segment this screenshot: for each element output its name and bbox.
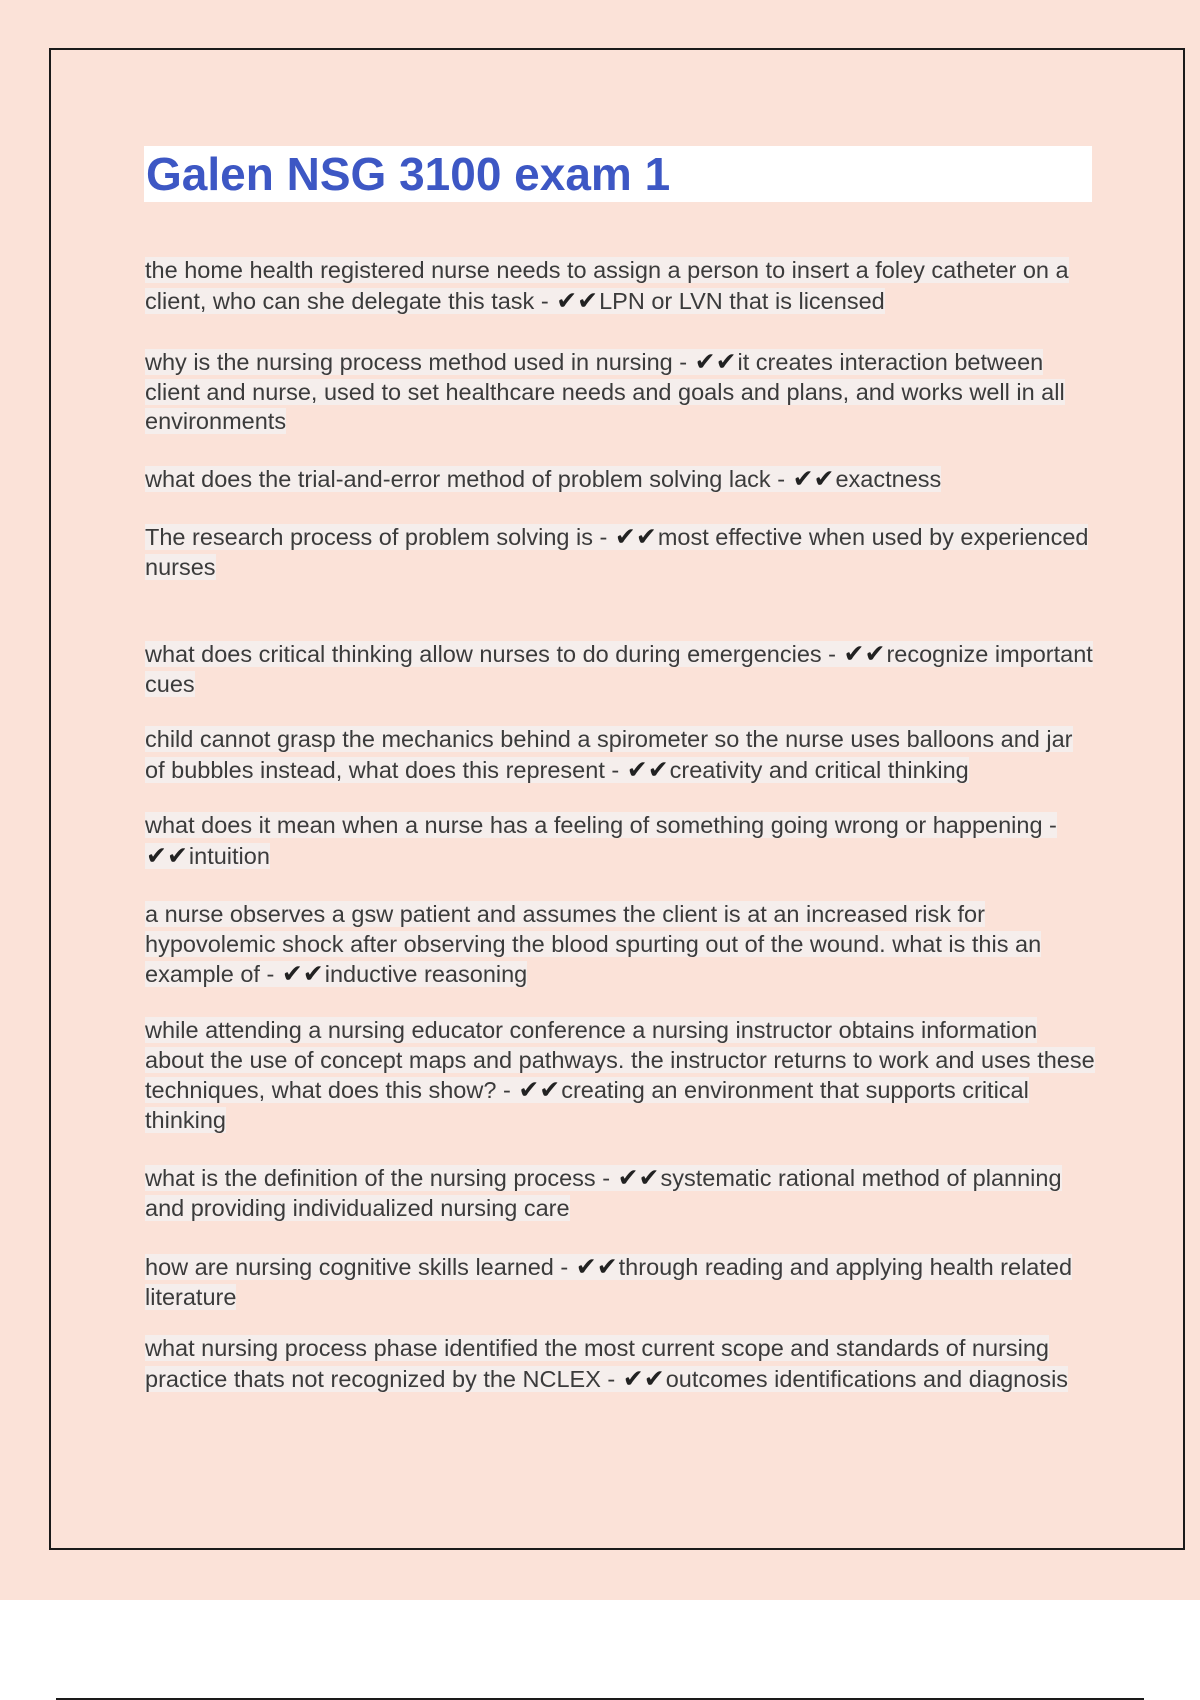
answer-text: recognize important cues: [145, 641, 1093, 697]
answer-text: creativity and critical thinking: [669, 756, 969, 783]
separator: -: [534, 287, 556, 314]
qa-item: [145, 639, 1095, 699]
checkmark-icon: ✔✔: [575, 1252, 618, 1281]
qa-item: [145, 1016, 1095, 1135]
checkmark-icon: ✔✔: [843, 639, 886, 668]
qa-item: [145, 811, 1095, 871]
separator: -: [821, 641, 843, 667]
title-block: [144, 146, 1092, 202]
answer-text: systematic rational method of planning and providing individualized nursing care: [145, 1165, 1062, 1221]
question-text: what does the trial-and-error method of problem solving lack: [145, 466, 771, 492]
checkmark-icon: ✔✔: [617, 1163, 660, 1192]
qa-item: [145, 347, 1095, 437]
qa-item: [145, 725, 1095, 785]
separator: -: [496, 1077, 518, 1103]
question-text: what does it mean when a nurse has a feeling of something going wrong or happening: [145, 812, 1043, 838]
checkmark-icon: ✔✔: [518, 1075, 561, 1104]
separator: -: [770, 466, 792, 492]
separator: -: [593, 524, 614, 550]
checkmark-icon: ✔✔: [614, 522, 657, 551]
answer-text: LPN or LVN that is licensed: [599, 287, 885, 314]
question-text: child cannot grasp the mechanics behind a spirometer so the nurse uses balloons and jar of bubbles instead, what does this represent: [145, 726, 1073, 783]
answer-text: creating an environment that supports critical thinking: [145, 1077, 1029, 1133]
question-text: what is the definition of the nursing process: [145, 1165, 596, 1191]
checkmark-icon: ✔✔: [146, 840, 188, 870]
checkmark-icon: ✔✔: [626, 754, 669, 784]
separator: -: [600, 1365, 622, 1392]
separator: -: [604, 756, 626, 783]
qa-item: [145, 256, 1095, 316]
answer-text: outcomes identifications and diagnosis: [665, 1365, 1069, 1392]
question-text: what does critical thinking allow nurses to do during emergencies: [145, 641, 822, 667]
qa-item: [145, 522, 1095, 582]
document-title: Galen NSG 3100 exam 1: [146, 148, 671, 200]
question-text: while attending a nursing educator conference a nursing instructor obtains information about the use of concept maps and pathways. the instructor returns to work and uses these techniques, what does this show?: [145, 1017, 1095, 1103]
separator: -: [672, 349, 694, 375]
question-text: a nurse observes a gsw patient and assumes the client is at an increased risk for hypovolemic shock after observing the blood spurting out of the wound. what is this an example of: [145, 901, 1042, 987]
question-text: how are nursing cognitive skills learned: [145, 1254, 554, 1280]
question-text: The research process of problem solving is: [145, 524, 594, 550]
separator: -: [1042, 812, 1057, 838]
qa-item: [145, 1252, 1095, 1312]
answer-text: most effective when used by experienced nurses: [145, 524, 1089, 580]
answer-text: intuition: [188, 842, 270, 869]
qa-item: [145, 900, 1095, 990]
checkmark-icon: ✔✔: [694, 347, 737, 376]
question-text: what nursing process phase identified the most current scope and standards of nursing practice thats not recognized by the NCLEX: [145, 1335, 1049, 1392]
qa-item: [145, 1163, 1095, 1223]
checkmark-icon: ✔✔: [622, 1363, 665, 1393]
answer-text: inductive reasoning: [324, 961, 528, 987]
answer-text: exactness: [835, 466, 942, 492]
checkmark-icon: ✔✔: [792, 464, 835, 493]
separator: -: [553, 1254, 575, 1280]
checkmark-icon: ✔✔: [556, 285, 599, 315]
qa-item: [145, 1334, 1095, 1394]
answer-text: through reading and applying health related literature: [145, 1254, 1073, 1310]
separator: -: [259, 961, 281, 987]
question-text: the home health registered nurse needs to assign a person to insert a foley catheter on a client, who can she delegate this task: [145, 257, 1069, 314]
separator: -: [595, 1165, 617, 1191]
question-text: why is the nursing process method used in nursing: [145, 349, 673, 375]
checkmark-icon: ✔✔: [281, 959, 324, 988]
qa-item: [145, 464, 1095, 495]
answer-text: it creates interaction between client and nurse, used to set healthcare needs and goals and plans, and works well in all environments: [145, 349, 1065, 434]
